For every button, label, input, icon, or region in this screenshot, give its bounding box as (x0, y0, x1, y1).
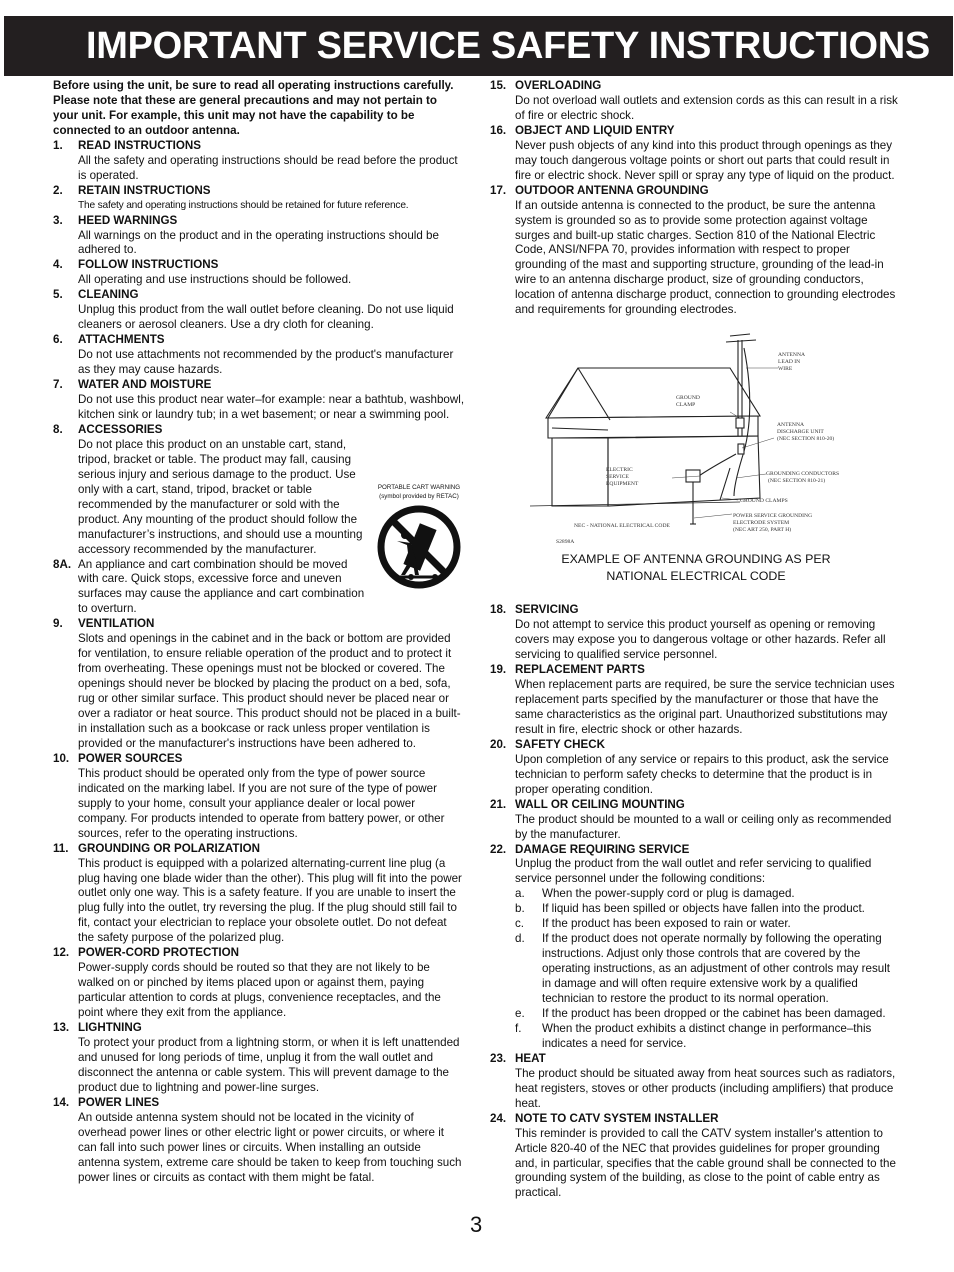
item-number: 16. (490, 123, 507, 137)
item-title: CLEANING (78, 288, 139, 302)
item-text: Do not overload wall outlets and extension cords as this can result in a risk of fire or electric shock. (515, 93, 898, 122)
condition-letter: c. (515, 917, 525, 931)
instruction-item (490, 843, 902, 1052)
item-title: VENTILATION (78, 617, 155, 631)
label-discharge-unit: (NEC SECTION 810-20) (777, 436, 835, 443)
item-number: 19. (490, 663, 507, 677)
item-number: 15. (490, 79, 507, 92)
condition-letter: d. (515, 932, 525, 946)
item-title: HEAT (515, 1051, 546, 1065)
instruction-item (53, 214, 465, 259)
item-number: 22. (490, 842, 507, 856)
item-number: 8A. (53, 557, 72, 571)
left-column (53, 79, 465, 1186)
item-text: The safety and operating instructions should be retained for future reference. (78, 199, 409, 211)
instruction-item (490, 663, 902, 738)
house-antenna-illustration (490, 328, 902, 550)
item-title: WATER AND MOISTURE (78, 378, 212, 392)
label-power-service-grounding: ELECTRODE SYSTEM (733, 520, 790, 527)
instruction-item (53, 423, 465, 558)
item-number: 2. (53, 183, 63, 197)
instruction-item (53, 258, 465, 288)
label-power-service-grounding: (NEC ART 250, PART H) (733, 527, 792, 534)
item-title: OBJECT AND LIQUID ENTRY (515, 123, 675, 137)
condition-item (515, 917, 902, 932)
item-text: When replacement parts are required, be sure the service technician uses replacement parts specified by the manufacturer or those that have the same characteristics as the original part. Unauthorized substitutions may result in fire, electric shock or other hazards. (515, 678, 895, 736)
item-number: 20. (490, 737, 507, 751)
item-number: 10. (53, 751, 70, 765)
instruction-item (490, 184, 902, 319)
instruction-item (53, 184, 465, 214)
item-number: 6. (53, 333, 63, 347)
item-title: LIGHTNING (78, 1021, 142, 1035)
instruction-item (53, 333, 465, 378)
item-text: Unplug this product from the wall outlet before cleaning. Do not use liquid cleaners or aerosol cleaners. Use a dry cloth for cleaning. (78, 303, 454, 332)
item-text: Do not use attachments not recommended by the product's manufacturer as they may cause hazards. (78, 348, 454, 377)
item-text: Do not use this product near water–for example: near a bathtub, washbowl, kitchen sink or laundry tub; in a wet basement; or near a swimming pool. (78, 393, 465, 421)
condition-text: If the product has been exposed to rain or water. (542, 917, 791, 931)
condition-letter: f. (515, 1021, 522, 1035)
page-title: IMPORTANT SERVICE SAFETY INSTRUCTIONS (86, 25, 930, 67)
item-number: 23. (490, 1051, 507, 1065)
instruction-item (490, 738, 902, 798)
condition-text: If liquid has been spilled or objects have fallen into the product. (542, 902, 865, 916)
item-text-content: Do not place this product on an unstable cart, stand, tripod, bracket or table. The product may fall, causing serious injury and serious damage to the product. Use only with a cart, stand, tripod, bracket or table recommended by the manufacturer or sold with the product. Any mounting of the product should follow the manufacturer’s instructions, and should use a mounting accessory recommended by the manufacturer. (78, 437, 363, 556)
instruction-item (53, 378, 465, 423)
item-text: An outside antenna system should not be located in the vicinity of overhead power lines or other electric light or power circuits, or where it can fall into such power lines or circuits. When installing an outside antenna system, extreme care should be taken to keep from touching such power lines or circuits as contact with them might be fatal. (78, 1110, 462, 1184)
item-title: NOTE TO CATV SYSTEM INSTALLER (515, 1111, 719, 1125)
item-title: RETAIN INSTRUCTIONS (78, 183, 211, 197)
item-title: WALL OR CEILING MOUNTING (515, 797, 685, 811)
item-text: This product is equipped with a polarized alternating-current line plug (a plug having one blade wider than the other). This plug will fit into the power outlet only one way. This is a safety feature. If you are unable to insert the plug fully into the outlet, try reversing the plug. If the plug should still fail to fit, contact your electrician to replace your obsolete outlet. Do not defeat the safety purpose of the polarized plug. (78, 856, 462, 945)
label-antenna-lead-in: LEAD IN (778, 359, 801, 366)
item-number: 18. (490, 603, 507, 617)
item-text: Power-supply cords should be routed so that they are not likely to be walked on or pinched by items placed upon or against them, paying particular attention to cords at plugs, convenience receptacles, and the point where they exit from the appliance. (78, 961, 441, 1020)
item-number: 21. (490, 797, 507, 811)
item-text: Slots and openings in the cabinet and in the back or bottom are provided for ventilation, to ensure reliable operation of the product and to protect it from overheating. These openings must not be blocked or covered. The openings should never be blocked by placing the product on a bed, sofa, rug or other similar surface. This product should never be placed near or over a radiator or heat source. This product should not be placed in a built-in installation such as a bookcase or rack unless proper ventilation is provided or the manufacturer's instructions have been adhered to. (78, 632, 461, 750)
item-text: Unplug the product from the wall outlet and refer servicing to qualified service personnel under the following conditions: (515, 857, 872, 886)
item-title: POWER SOURCES (78, 751, 183, 765)
condition-item (515, 1007, 902, 1022)
item-title: SAFETY CHECK (515, 737, 605, 751)
label-ground-clamp: CLAMP (676, 402, 696, 409)
item-title: ATTACHMENTS (78, 333, 165, 347)
label-discharge-unit: ANTENNA (777, 422, 805, 429)
item-number: 4. (53, 258, 63, 272)
condition-letter: a. (515, 887, 525, 901)
antenna-grounding-diagram (490, 328, 902, 583)
item-number: 9. (53, 617, 63, 631)
figure-caption: NATIONAL ELECTRICAL CODE (606, 568, 786, 583)
instruction-item (490, 798, 902, 843)
label-discharge-unit: DISCHARGE UNIT (777, 429, 824, 436)
item-number: 3. (53, 213, 63, 227)
condition-item (515, 887, 902, 902)
figure-caption: EXAMPLE OF ANTENNA GROUNDING AS PER (561, 552, 831, 567)
item-text: Never push objects of any kind into this product through openings as they may touch dangerous voltage points or short out parts that could result in fire or electric shock. Never spill or spray any type of liquid on the product. (515, 138, 895, 182)
condition-text: When the product exhibits a distinct change in performance–this indicates a need for service. (542, 1021, 872, 1050)
condition-letter: e. (515, 1006, 525, 1020)
item-number: 1. (53, 138, 63, 152)
instruction-item (53, 617, 465, 752)
condition-item (515, 1022, 902, 1052)
page-number: 3 (470, 1212, 483, 1237)
item-title: OVERLOADING (515, 79, 602, 92)
cart-warning-source: (symbol provided by RETAC) (379, 492, 459, 500)
intro-paragraph: Before using the unit, be sure to read all operating instructions carefully. Please note that these are general precautions and may not pertain to your unit. For example, this unit may not have the capability to be connected to an outdoor antenna. (53, 79, 454, 137)
item-title: GROUNDING OR POLARIZATION (78, 841, 261, 855)
condition-letter: b. (515, 902, 525, 916)
item-title: READ INSTRUCTIONS (78, 138, 202, 152)
item-number: 5. (53, 288, 63, 302)
instruction-item (53, 1096, 465, 1186)
item-text: All warnings on the product and in the operating instructions should be adhered to. (78, 228, 439, 257)
label-electric-service: ELECTRIC (606, 467, 633, 474)
item-number: 14. (53, 1095, 70, 1109)
item-text: This reminder is provided to call the CATV system installer's attention to Article 820-40 of the NEC that provides guidelines for proper grounding and, in particular, specifies that the cable ground shall be connected to the grounding system of the building, as close to the point of cable entry as practical. (515, 1126, 896, 1200)
instruction-item (53, 946, 465, 1021)
item-number: 17. (490, 183, 507, 197)
item-text: Upon completion of any service or repairs to this product, ask the service technician to perform safety checks to determine that the product is in proper operating condition. (515, 752, 889, 796)
label-antenna-lead-in: ANTENNA (778, 352, 806, 359)
item-number: 13. (53, 1021, 70, 1035)
item-title: POWER-CORD PROTECTION (78, 946, 240, 960)
item-title: SERVICING (515, 603, 579, 617)
label-power-service-grounding: POWER SERVICE GROUNDING (733, 513, 813, 520)
item-text: This product should be operated only from the type of power source indicated on the marking label. If you are not sure of the type of power supply to your home, consult your appliance dealer or local power company. For products intended to operate from battery power, or other sources, refer to the operating instructions. (78, 766, 445, 840)
item-title: FOLLOW INSTRUCTIONS (78, 258, 219, 272)
item-title: ACCESSORIES (78, 422, 163, 436)
instruction-item (490, 1052, 902, 1112)
instruction-item (53, 1021, 465, 1096)
item-title: REPLACEMENT PARTS (515, 663, 645, 677)
condition-text: If the product does not operate normally by following the operating instructions. Adjust only those controls that are covered by the operating instructions, as an adjustment of other controls may result in damage and will often require extensive work by a qualified technician to restore the product to its normal operation. (542, 932, 890, 1006)
instruction-item (490, 79, 902, 124)
item-title: POWER LINES (78, 1095, 160, 1109)
item-text: Do not attempt to service this product yourself as opening or removing covers may expose you to dangerous voltage or other hazards. Refer all servicing to qualified service personnel. (515, 618, 886, 662)
condition-text: When the power-supply cord or plug is damaged. (542, 887, 795, 901)
instruction-item (53, 752, 465, 842)
item-number: 24. (490, 1111, 507, 1125)
right-column (490, 79, 902, 1201)
diagram-code: S2898A (556, 539, 575, 546)
item-text: The product should be situated away from heat sources such as radiators, heat registers, stoves or other products (including amplifiers) that produce heat. (515, 1066, 896, 1110)
item-title: DAMAGE REQUIRING SERVICE (515, 842, 690, 856)
instruction-item (490, 1112, 902, 1202)
item-text: The product should be mounted to a wall or ceiling only as recommended by the manufacturer. (515, 812, 892, 841)
cart-warning-caption: PORTABLE CART WARNING (377, 483, 461, 491)
item-text (78, 438, 465, 558)
label-ground-clamp: GROUND (676, 395, 700, 402)
item-number: 12. (53, 946, 70, 960)
condition-item (515, 902, 902, 917)
instruction-item (490, 603, 902, 663)
label-grounding-conductors: GROUNDING CONDUCTORS (766, 471, 840, 478)
instruction-item (53, 288, 465, 333)
label-antenna-lead-in: WIRE (778, 366, 793, 373)
instruction-item (53, 558, 465, 618)
label-grounding-conductors: (NEC SECTION 810-21) (768, 478, 826, 485)
instruction-item (53, 139, 465, 184)
label-electric-service: SERVICE (606, 474, 629, 481)
item-text: All the safety and operating instructions should be read before the product is operated. (78, 153, 458, 182)
label-ground-clamps: GROUND CLAMPS (740, 498, 788, 505)
condition-item (515, 932, 902, 1007)
item-number: 7. (53, 378, 63, 392)
item-number: 8. (53, 422, 63, 436)
item-title: HEED WARNINGS (78, 213, 178, 227)
label-nec: NEC - NATIONAL ELECTRICAL CODE (574, 523, 670, 530)
condition-text: If the product has been dropped or the cabinet has been damaged. (542, 1006, 886, 1020)
item-text: If an outside antenna is connected to the product, be sure the antenna system is grounded so as to provide some protection against voltage surges and built-up static charges. Section 810 of the National Electric Code, ANSI/NFPA 70, provides information with respect to proper grounding of the mast and supporting structure, grounding of the lead-in wire to an antenna discharge product, size of grounding conductors, location of antenna discharge product, connection to grounding electrodes and requirements for grounding electrodes. (515, 198, 896, 317)
instruction-item (490, 124, 902, 184)
title-banner (4, 16, 953, 76)
item-text: All operating and use instructions should be followed. (78, 273, 352, 287)
item-text: To protect your product from a lightning storm, or when it is left unattended and unused for long periods of time, unplug it from the wall outlet and disconnect the antenna or cable system. This will prevent damage to the product due to lightning and power-line surges. (78, 1036, 460, 1094)
item-text: An appliance and cart combination should be moved with care. Quick stops, excessive force and uneven surfaces may cause the appliance and cart combination to overturn. (78, 557, 365, 616)
label-electric-service: EQUIPMENT (606, 481, 639, 488)
item-title: OUTDOOR ANTENNA GROUNDING (515, 183, 709, 197)
item-number: 11. (53, 841, 69, 855)
instruction-item (53, 842, 465, 947)
